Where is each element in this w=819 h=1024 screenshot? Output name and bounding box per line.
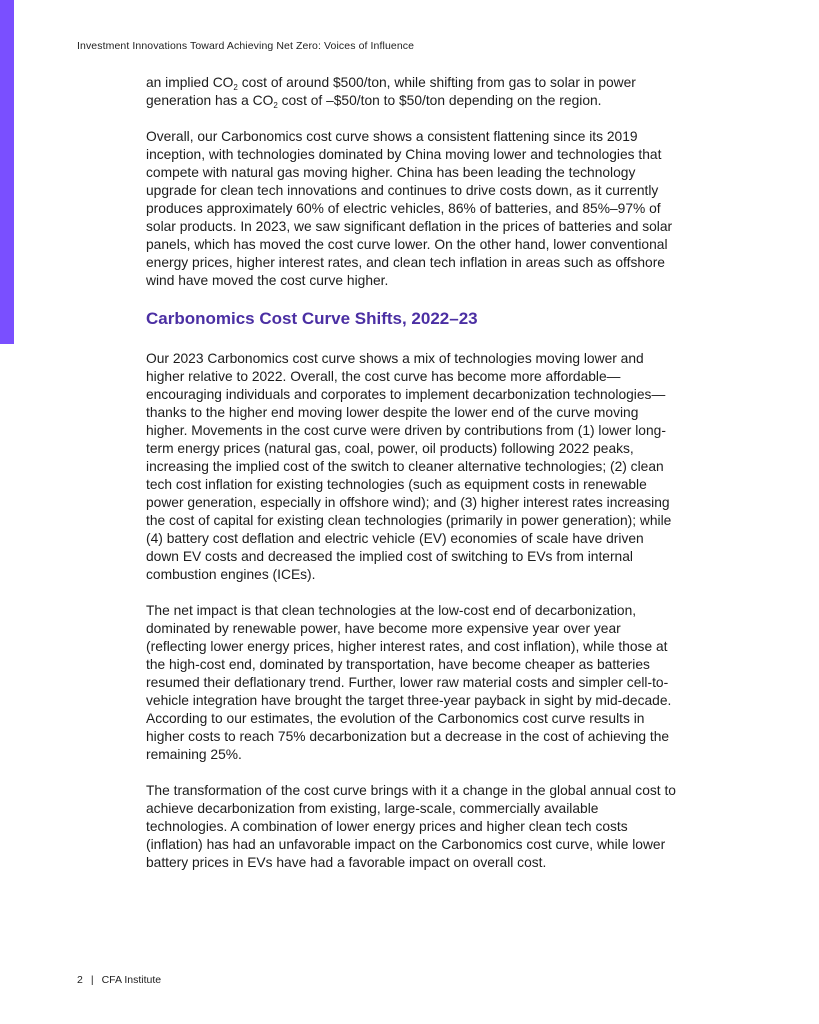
- intro-text-1: an implied CO: [146, 75, 234, 90]
- intro-text-2: cost of around $500/ton, while shifting from gas to solar in power generation has a CO: [146, 75, 636, 108]
- subscript-2: 2: [273, 101, 278, 110]
- body-paragraph: Overall, our Carbonomics cost curve shows a consistent flattening since its 2019 inception, with technologies dominated by China moving lower and technologies that compete with natural gas moving higher. China has been leading the technology upgrade for clean tech innovations and continues to drive costs down, as it currently produces approximately 60% of electric vehicles, 86% of batteries, and 85%–97% of solar products. In 2023, we saw significant deflation in the prices of batteries and solar panels, which has moved the cost curve lower. On the other hand, lower conventional energy prices, higher interest rates, and clean tech inflation in areas such as offshore wind have moved the cost curve higher.: [146, 129, 673, 288]
- running-header: Investment Innovations Toward Achieving Net Zero: Voices of Influence: [77, 40, 415, 52]
- footer-separator: |: [90, 974, 94, 986]
- page-number: 2: [77, 974, 83, 986]
- page-content: [146, 74, 676, 872]
- intro-text-3: cost of –$50/ton to $50/ton depending on the region.: [277, 93, 602, 108]
- subscript-2: 2: [233, 83, 238, 92]
- body-paragraph: Our 2023 Carbonomics cost curve shows a mix of technologies moving lower and higher relative to 2022. Overall, the cost curve has become more affordable—encouraging individuals and corporates to implement decarbonization technologies—thanks to the higher end moving lower despite the lower end of the curve moving higher. Movements in the cost curve were driven by contributions from (1) lower long-term energy prices (natural gas, coal, power, oil products) following 2022 peaks, increasing the implied cost of the switch to cleaner alternative technologies; (2) clean tech cost inflation for existing technologies (such as equipment costs in renewable power generation, especially in offshore wind); and (3) higher interest rates increasing the cost of capital for existing clean technologies (primarily in power generation); while (4) battery cost deflation and electric vehicle (EV) economies of scale have driven down EV costs and decreased the implied cost of switching to EVs from internal combustion engines (ICEs).: [146, 351, 672, 582]
- page-footer: [77, 974, 161, 986]
- section-heading: Carbonomics Cost Curve Shifts, 2022–23: [146, 309, 478, 328]
- body-paragraph: The net impact is that clean technologies at the low-cost end of decarbonization, dominated by renewable power, have become more expensive year over year (reflecting lower energy prices, higher interest rates, and cost inflation), while those at the high-cost end, dominated by transportation, have become cheaper as batteries resumed their deflationary trend. Further, lower raw material costs and simpler cell-to-vehicle integration have brought the target three-year payback in sight by mid-decade. According to our estimates, the evolution of the Carbonomics cost curve results in higher costs to reach 75% decarbonization but a decrease in the cost of achieving the remaining 25%.: [146, 603, 672, 762]
- accent-bar: [0, 0, 14, 344]
- publisher-name: CFA Institute: [101, 974, 162, 986]
- body-paragraph: The transformation of the cost curve brings with it a change in the global annual cost to achieve decarbonization from existing, large-scale, commercially available technologies. A combination of lower energy prices and higher clean tech costs (inflation) has had an unfavorable impact on the Carbonomics cost curve, while lower battery prices in EVs have had a favorable impact on overall cost.: [146, 783, 676, 870]
- intro-paragraph: [146, 74, 676, 110]
